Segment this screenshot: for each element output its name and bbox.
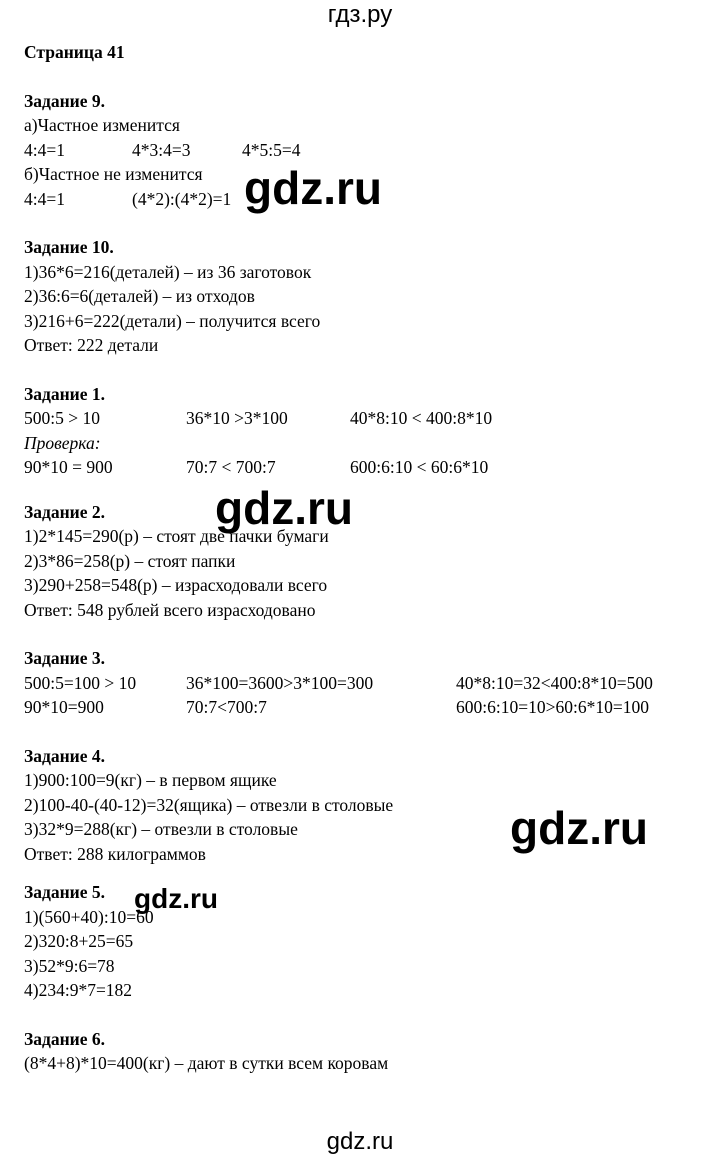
task-10-line: 2)36:6=6(деталей) – из отходов (24, 286, 255, 306)
task-9-part-b: б)Частное не изменится (24, 164, 203, 184)
task-2-heading: Задание 2. (24, 501, 106, 522)
task-3-row-2 (24, 695, 714, 720)
task-1-row-2-col-2: 70:7 < 700:7 (186, 457, 276, 477)
task-4-answer: Ответ: 288 килограммов (24, 843, 206, 864)
task-9-row-1-col-1: 4:4=1 (24, 139, 65, 160)
task-2-answer: Ответ: 548 рублей всего израсходовано (24, 599, 316, 620)
task-1-row-1-col-3: 40*8:10 < 400:8*10 (350, 408, 493, 428)
task-3-row-2-col-3: 600:6:10=10>60:6*10=100 (456, 697, 649, 717)
task-5-line: 1)(560+40):10=60 (24, 906, 154, 927)
task-6-line: (8*4+8)*10=400(кг) – дают в сутки всем коровам (24, 1053, 389, 1073)
task-10-heading: Задание 10. (24, 237, 114, 257)
task-10-answer: Ответ: 222 детали (24, 335, 159, 355)
task-9-row-1-col-2: 4*3:4=3 (132, 139, 191, 160)
task-9-row-1-col-3: 4*5:5=4 (242, 139, 301, 160)
task-10-line: 1)36*6=216(деталей) – из 36 заготовок (24, 261, 312, 282)
task-9-row-1 (24, 138, 714, 163)
site-footer: gdz.ru (326, 1128, 394, 1155)
task-9-row-2-col-2: (4*2):(4*2)=1 (132, 188, 232, 209)
task-4-line: 3)32*9=288(кг) – отвезли в столовые (24, 819, 298, 839)
task-1-check-label: Проверка: (24, 432, 101, 453)
task-3-row-2-col-2: 70:7<700:7 (186, 697, 267, 717)
task-3-row-1-col-2: 36*100=3600>3*100=300 (186, 672, 374, 693)
task-5-line: 2)320:8+25=65 (24, 931, 134, 951)
task-4-line: 2)100-40-(40-12)=32(ящика) – отвезли в столовые (24, 794, 394, 815)
task-4-heading: Задание 4. (24, 745, 106, 766)
task-1-row-2-col-1: 90*10 = 900 (24, 457, 113, 477)
task-2-line: 1)2*145=290(р) – стоят две пачки бумаги (24, 526, 329, 546)
task-3-row-2-col-1: 90*10=900 (24, 697, 104, 717)
task-3-row-1-col-3: 40*8:10=32<400:8*10=500 (456, 672, 653, 693)
task-2-line: 3)290+258=548(р) – израсходовали всего (24, 575, 328, 595)
task-6-heading: Задание 6. (24, 1028, 106, 1049)
task-10-line: 3)216+6=222(детали) – получится всего (24, 310, 321, 331)
task-3-heading: Задание 3. (24, 648, 106, 668)
watermark-logo: gdz.ru (244, 162, 382, 214)
page-title: Страница 41 (24, 42, 125, 62)
task-1-row-1-col-1: 500:5 > 10 (24, 408, 100, 428)
task-9-heading: Задание 9. (24, 90, 106, 111)
task-1-row-2-col-3: 600:6:10 < 60:6*10 (350, 457, 489, 477)
task-9-part-a: а)Частное изменится (24, 115, 180, 135)
task-1-heading: Задание 1. (24, 383, 106, 404)
task-1-row-1 (24, 406, 714, 431)
task-5-line: 3)52*9:6=78 (24, 955, 115, 976)
watermark-logo: gdz.ru (215, 482, 353, 534)
task-2-line: 2)3*86=258(р) – стоят папки (24, 550, 236, 571)
task-5-heading: Задание 5. (24, 882, 106, 902)
task-4-line: 1)900:100=9(кг) – в первом ящике (24, 770, 277, 790)
task-5-line: 4)234:9*7=182 (24, 980, 133, 1000)
task-1-row-2 (24, 455, 714, 480)
task-3-row-1-col-1: 500:5=100 > 10 (24, 672, 137, 693)
site-header: гдз.ру (327, 1, 393, 28)
watermark-logo: gdz.ru (134, 883, 218, 914)
watermark-logo: gdz.ru (510, 802, 648, 854)
task-3-row-1 (24, 671, 714, 696)
task-1-row-1-col-2: 36*10 >3*100 (186, 408, 288, 428)
task-9-row-2-col-1: 4:4=1 (24, 188, 65, 209)
